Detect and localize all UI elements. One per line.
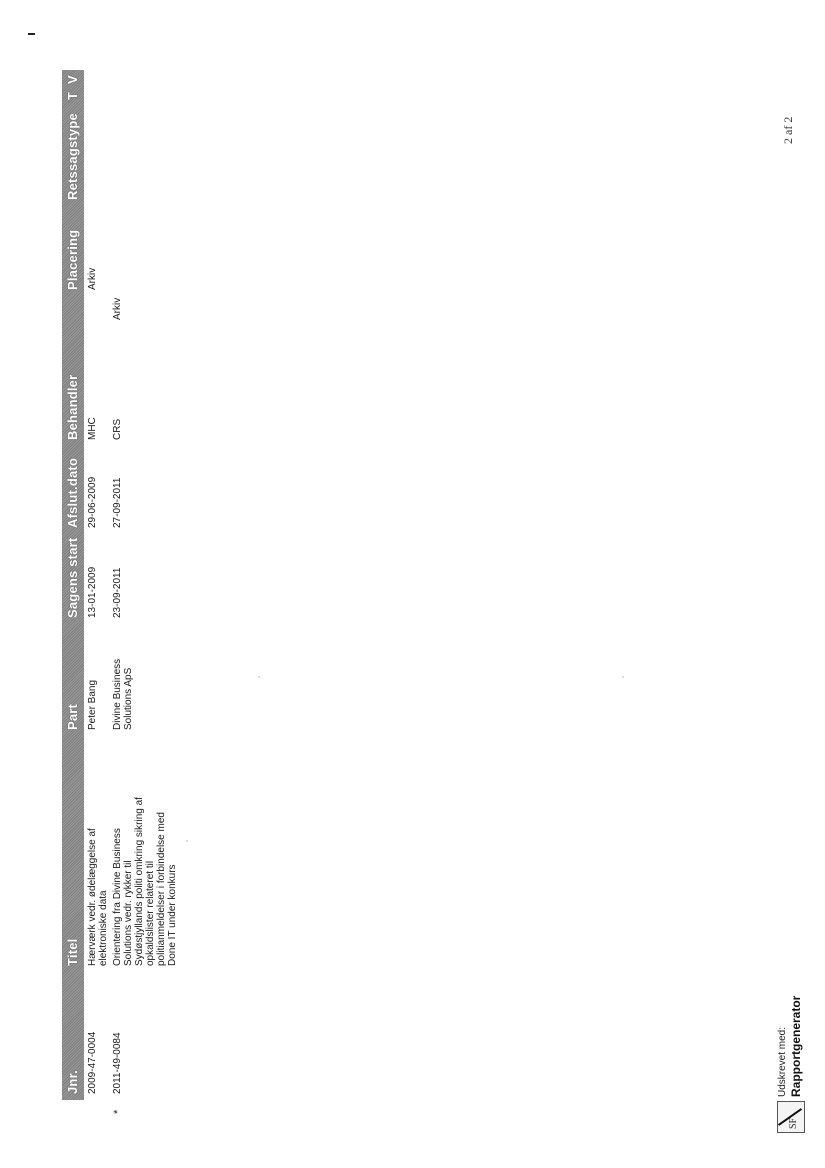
column-header-placering: Placering	[65, 229, 80, 290]
column-header-v: V	[65, 75, 80, 84]
cell-placering: Arkiv	[112, 297, 123, 320]
column-header-titel: Titel	[65, 938, 80, 966]
cell-afslut-dato: 29-06-2009	[87, 476, 98, 528]
cell-behandler: MHC	[87, 417, 98, 440]
cell-jnr: 2011-49-0084	[112, 1032, 123, 1094]
cell-part: Divine Business Solutions ApS	[112, 658, 134, 730]
cell-titel: Hærværk vedr. ødelæggelse af elektroniske data	[87, 828, 109, 966]
cell-behandler: CRS	[112, 418, 123, 440]
column-header-t: T	[65, 91, 80, 100]
scan-speck	[258, 676, 260, 678]
column-header-retssagstype: Retssagstype	[65, 113, 80, 200]
report-footer	[777, 933, 817, 1133]
cell-sagens-start: 13-01-2009	[87, 566, 98, 618]
cell-placering: Arkiv	[87, 267, 98, 290]
cell-part: Peter Bang	[87, 679, 98, 730]
case-report-table	[62, 70, 202, 1114]
column-header-part: Part	[65, 703, 80, 730]
page-edge-mark	[28, 33, 35, 35]
printed-with-label: Udskrevet med:	[777, 1026, 788, 1097]
generator-name: Rapportgenerator	[789, 995, 803, 1097]
cell-titel: Orientering fra Divine Business Solutions vedr. rykker til Sydøstjyllands politi omkring sikring af opkaldslister relateret til politianmeldelser i forbindelse med Done IT under konkurs	[112, 797, 178, 966]
cell-sagens-start: 23-09-2011	[112, 567, 123, 618]
column-header-jnr: Jnr.	[65, 1070, 80, 1094]
column-header-behandler: Behandler	[65, 374, 80, 440]
table-header	[62, 70, 84, 1100]
column-header-afslut-dato: Afslut.dato	[65, 457, 80, 528]
rapportgenerator-logo-icon	[777, 1101, 805, 1133]
row-marker: *	[112, 1109, 124, 1114]
logo-lettering: SF	[788, 1117, 799, 1129]
scan-speck	[622, 676, 624, 678]
cell-jnr: 2009-47-0004	[87, 1031, 98, 1094]
page-number: 2 af 2	[781, 116, 795, 144]
cell-afslut-dato: 27-09-2011	[112, 477, 123, 528]
column-header-sagens-start: Sagens start	[65, 537, 80, 618]
